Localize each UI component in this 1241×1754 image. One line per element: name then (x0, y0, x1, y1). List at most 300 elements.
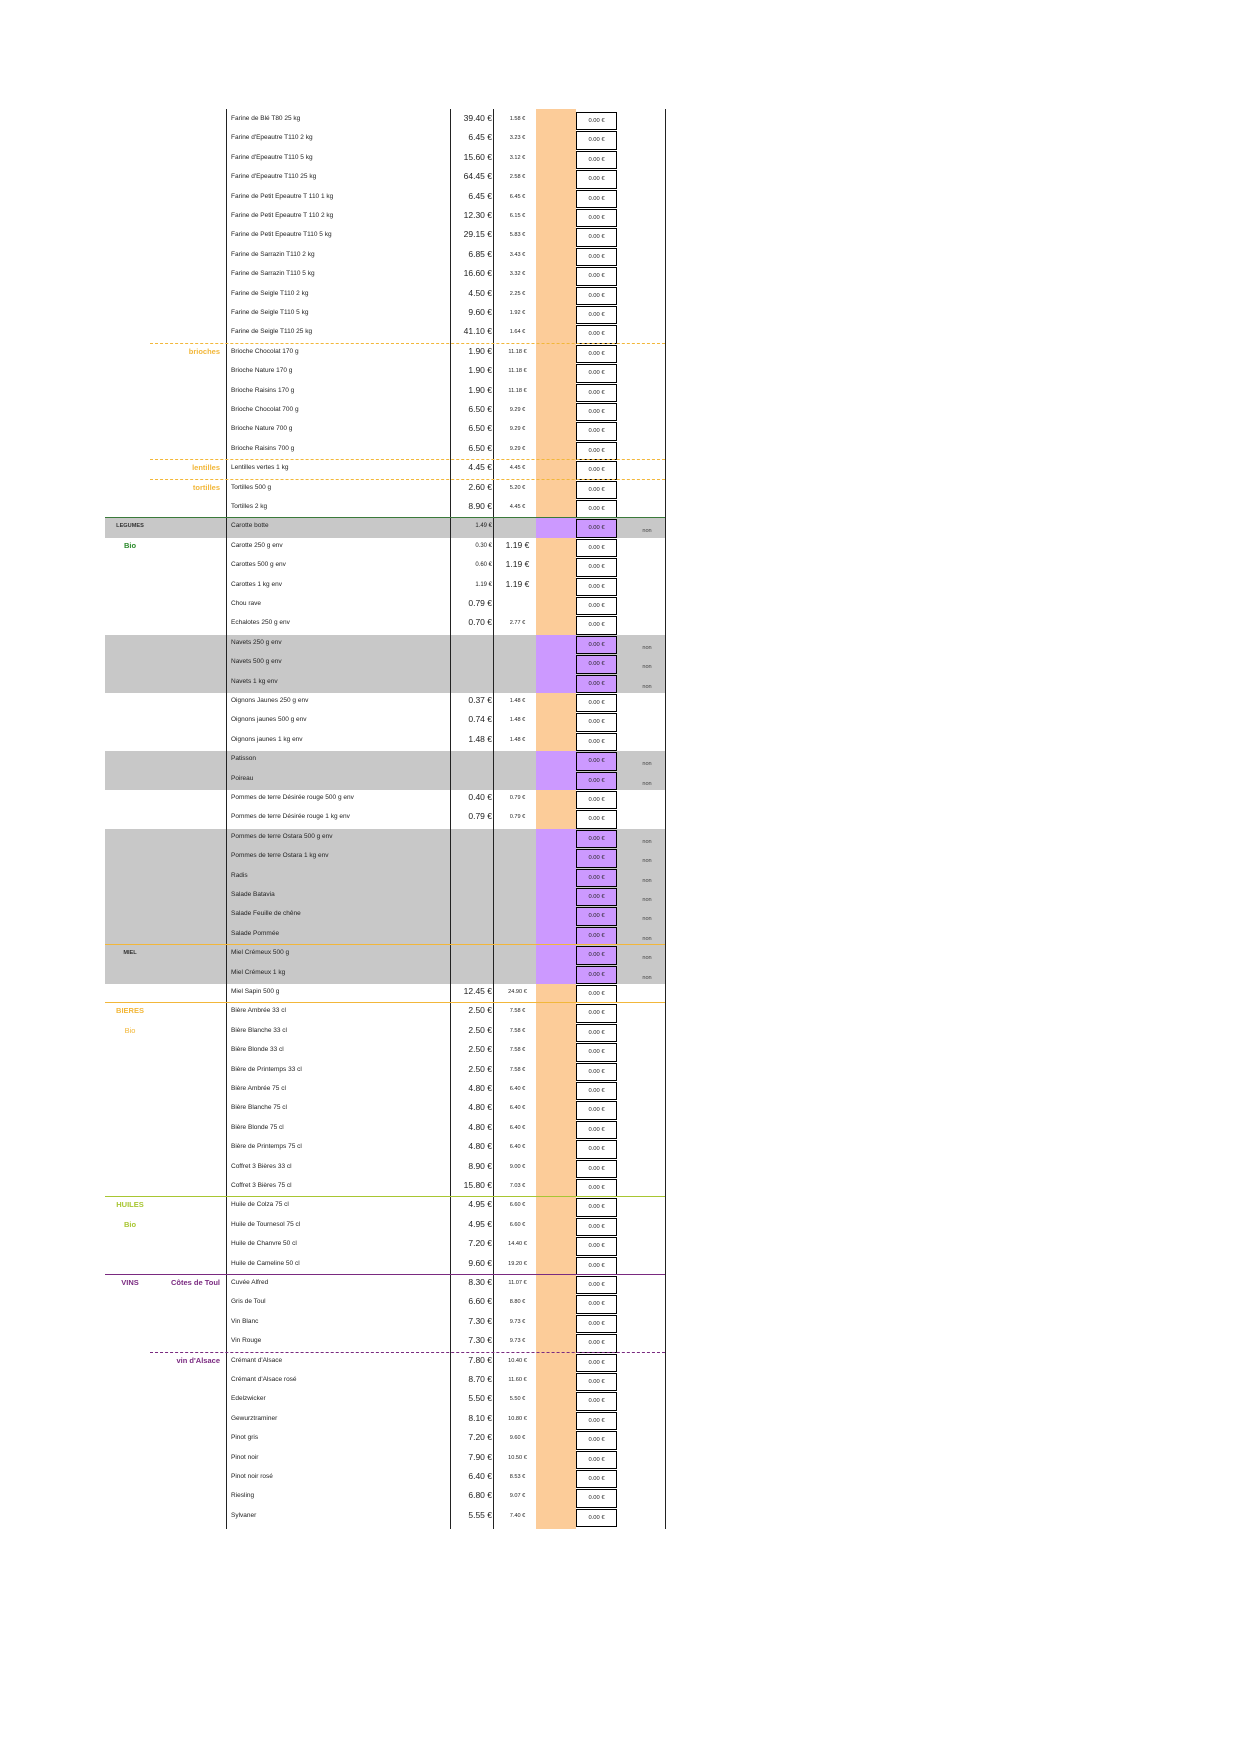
product-name: Pommes de terre Ostara 500 g env (231, 832, 333, 840)
section-separator (105, 1196, 665, 1197)
price-column-left-line (450, 109, 451, 1529)
product-price: 2.50 € (468, 1024, 492, 1035)
unit-price: 1.48 € (509, 736, 526, 743)
product-name: Pommes de terre Ostara 1 kg env (231, 852, 329, 860)
unit-price: 3.43 € (509, 251, 526, 258)
unavailable-highlight (536, 674, 576, 693)
line-total-cell[interactable]: 0.00 € (576, 248, 617, 266)
availability-note: non (642, 780, 652, 787)
product-price: 4.80 € (468, 1102, 492, 1113)
product-price: 6.50 € (468, 442, 492, 453)
line-total-cell[interactable]: 0.00 € (576, 1295, 617, 1313)
line-total-cell[interactable]: 0.00 € (576, 1451, 617, 1469)
unavailable-highlight (536, 518, 576, 537)
product-name: Farine de Sarrazin T110 2 kg (231, 250, 315, 258)
product-price: 1.90 € (468, 384, 492, 395)
product-row (105, 421, 665, 440)
product-name: Brioche Raisins 170 g (231, 386, 295, 394)
line-total-cell[interactable]: 0.00 € (576, 1063, 617, 1081)
product-name: Farine d'Epeautre T110 25 kg (231, 173, 317, 181)
line-total-cell[interactable]: 0.00 € (576, 287, 617, 305)
product-name: Farine de Seigle T110 25 kg (231, 328, 313, 336)
unit-price: 6.40 € (509, 1124, 526, 1131)
product-name: Farine d'Epeautre T110 2 kg (231, 134, 313, 142)
product-name: Sylvaner (231, 1511, 257, 1519)
product-row (105, 984, 665, 1003)
product-name: Carottes 1 kg env (231, 580, 282, 588)
unavailable-highlight (536, 868, 576, 887)
unit-price: 7.58 € (509, 1066, 526, 1073)
unavailable-highlight (536, 829, 576, 848)
unit-price: 9.60 € (509, 1435, 526, 1442)
line-total-cell[interactable]: 0.00 € (576, 1198, 617, 1216)
product-name: Bière Ambrée 33 cl (231, 1007, 286, 1015)
line-total-cell[interactable]: 0.00 € (576, 170, 617, 188)
product-name: Bière Blanche 75 cl (231, 1104, 288, 1112)
line-total-cell[interactable]: 0.00 € (576, 1237, 617, 1255)
line-total-cell[interactable]: 0.00 € (576, 1470, 617, 1488)
availability-note: non (642, 528, 652, 535)
section-separator (105, 944, 665, 945)
product-price: 4.50 € (468, 287, 492, 298)
product-name: Bière de Printemps 75 cl (231, 1143, 302, 1151)
product-price: 8.90 € (468, 501, 492, 511)
product-row (105, 1023, 665, 1042)
line-total-cell[interactable]: 0.00 € (576, 849, 617, 867)
product-price: 0.37 € (468, 695, 492, 705)
product-price: 4.95 € (468, 1218, 492, 1229)
line-total-cell[interactable]: 0.00 € (576, 713, 617, 731)
product-name: Farine d'Epeautre T110 5 kg (231, 153, 313, 161)
line-total-cell[interactable]: 0.00 € (576, 578, 617, 596)
product-row (105, 1178, 665, 1197)
category-label: VINS (121, 1278, 139, 1287)
product-row (105, 1197, 665, 1216)
unit-price: 1.48 € (509, 698, 526, 704)
product-name: Chou rave (231, 600, 261, 607)
unit-price: 2.25 € (509, 290, 526, 297)
line-total-cell[interactable]: 0.00 € (576, 190, 617, 208)
line-total-cell[interactable]: 0.00 € (576, 1315, 617, 1333)
unavailable-highlight (536, 635, 576, 654)
unit-price: 7.58 € (509, 1047, 526, 1054)
product-row (105, 1450, 665, 1469)
product-name: Huile de Tournesol 75 cl (231, 1220, 301, 1228)
product-price: 2.50 € (468, 1044, 492, 1055)
line-total-cell[interactable]: 0.00 € (576, 1043, 617, 1061)
product-price: 9.60 € (468, 1257, 492, 1268)
section-separator (150, 1352, 665, 1353)
unit-price: 2.77 € (509, 620, 526, 627)
availability-note: non (642, 935, 652, 942)
availability-note: non (642, 897, 652, 903)
line-total-cell[interactable]: 0.00 € (576, 636, 617, 654)
unit-price: 5.50 € (509, 1396, 526, 1403)
line-total-cell[interactable]: 0.00 € (576, 209, 617, 227)
product-name: Radis (231, 871, 248, 879)
unit-price: 5.20 € (509, 484, 526, 491)
line-total-cell[interactable]: 0.00 € (576, 1160, 617, 1178)
line-total-cell[interactable]: 0.00 € (576, 267, 617, 285)
product-price: 9.60 € (468, 307, 492, 317)
unit-price: 1.58 € (509, 116, 526, 122)
line-total-cell[interactable]: 0.00 € (576, 1509, 617, 1527)
product-row (105, 887, 665, 906)
availability-note: non (642, 683, 652, 690)
sheet-right-line (665, 109, 666, 1529)
product-name: Oignons Jaunes 250 g env (231, 697, 309, 704)
product-row (105, 538, 665, 557)
product-price: 16.60 € (463, 268, 492, 279)
product-name: Brioche Chocolat 170 g (231, 347, 299, 355)
line-total-cell[interactable]: 0.00 € (576, 1412, 617, 1430)
category-label: Bio (124, 1025, 136, 1035)
product-price: 0.74 € (468, 714, 492, 725)
product-name: Navets 250 g env (231, 638, 282, 646)
product-price: 4.80 € (468, 1121, 492, 1132)
product-row (105, 654, 665, 673)
line-total-cell[interactable]: 0.00 € (576, 1334, 617, 1352)
product-name: Salade Feuille de chêne (231, 910, 301, 918)
line-total-cell[interactable]: 0.00 € (576, 131, 617, 149)
line-total-cell[interactable]: 0.00 € (576, 442, 617, 460)
availability-note: non (642, 644, 652, 651)
product-name: Vin Blanc (231, 1317, 259, 1325)
product-name: Farine de Seigle T110 2 kg (231, 289, 309, 297)
product-price: 12.45 € (463, 986, 492, 996)
product-row (105, 130, 665, 149)
unit-price: 4.45 € (509, 504, 526, 510)
product-name: Farine de Petit Epeautre T 110 2 kg (231, 212, 334, 219)
unit-price: 1.19 € (505, 578, 530, 589)
product-price: 8.30 € (468, 1277, 492, 1287)
product-name: Pinot gris (231, 1434, 259, 1442)
section-separator (150, 459, 665, 460)
product-row (105, 1430, 665, 1449)
unit-price: 9.29 € (509, 426, 526, 433)
product-name: Salade Batavia (231, 891, 275, 898)
line-total-cell[interactable]: 0.00 € (576, 558, 617, 576)
category-label: Bio (123, 540, 137, 550)
unit-price: 7.58 € (509, 1008, 526, 1015)
product-name: Brioche Raisins 700 g (231, 444, 295, 452)
line-total-cell[interactable]: 0.00 € (576, 733, 617, 751)
product-row (105, 1100, 665, 1119)
product-name: Bière de Printemps 33 cl (231, 1065, 302, 1073)
line-total-cell[interactable]: 0.00 € (576, 597, 617, 615)
product-price: 2.50 € (468, 1063, 492, 1074)
product-price: 41.10 € (463, 326, 492, 337)
line-total-cell[interactable]: 0.00 € (576, 403, 617, 421)
product-name: Farine de Seigle T110 5 kg (231, 309, 309, 316)
unit-price: 7.40 € (509, 1512, 526, 1519)
product-row (105, 712, 665, 731)
product-price: 0.79 € (468, 811, 492, 822)
unit-price: 6.45 € (509, 193, 526, 200)
product-price: 6.60 € (468, 1296, 492, 1307)
product-row (105, 324, 665, 343)
product-name: Crémant d'Alsace rosé (231, 1376, 297, 1383)
product-row (105, 286, 665, 305)
product-row (105, 868, 665, 887)
product-name: Pinot noir (231, 1453, 259, 1461)
unit-price: 1.64 € (509, 329, 526, 336)
product-row (105, 247, 665, 266)
product-name: Gris de Toul (231, 1298, 266, 1306)
product-row (105, 557, 665, 576)
line-total-cell[interactable]: 0.00 € (576, 830, 617, 848)
line-total-cell[interactable]: 0.00 € (576, 616, 617, 634)
unit-price: 19.20 € (508, 1260, 527, 1267)
product-row (105, 693, 665, 712)
availability-note: non (642, 664, 652, 671)
product-price: 6.45 € (468, 190, 492, 201)
line-total-cell[interactable]: 0.00 € (576, 364, 617, 382)
unit-price: 10.40 € (508, 1357, 527, 1364)
unit-price: 11.07 € (508, 1280, 527, 1286)
product-row (105, 1217, 665, 1236)
product-name: Bière Blonde 33 cl (231, 1046, 284, 1054)
product-row (105, 1042, 665, 1061)
unit-price: 1.19 € (505, 539, 530, 550)
unit-price: 6.60 € (509, 1202, 526, 1209)
product-row (105, 945, 665, 964)
line-total-cell[interactable]: 0.00 € (576, 500, 617, 518)
product-price: 29.15 € (463, 229, 492, 240)
product-name: Carotte 250 g env (231, 541, 283, 549)
line-total-cell[interactable]: 0.00 € (576, 1024, 617, 1042)
line-total-cell[interactable]: 0.00 € (576, 966, 617, 984)
product-row (105, 1391, 665, 1410)
product-name: Navets 500 g env (231, 658, 282, 666)
product-name: Cuvée Alfred (231, 1279, 269, 1286)
product-row (105, 1333, 665, 1352)
line-total-cell[interactable]: 0.00 € (576, 325, 617, 343)
section-separator (150, 343, 665, 344)
product-row (105, 266, 665, 285)
line-total-cell[interactable]: 0.00 € (576, 1101, 617, 1119)
unavailable-highlight (536, 926, 576, 945)
line-total-cell[interactable]: 0.00 € (576, 1082, 617, 1100)
product-name: Pinot noir rosé (231, 1473, 273, 1480)
section-separator (105, 517, 665, 518)
line-total-cell[interactable]: 0.00 € (576, 907, 617, 925)
product-row (105, 169, 665, 188)
product-price: 1.90 € (468, 365, 492, 376)
product-name: Miel Crémeux 1 kg (231, 968, 286, 976)
line-total-cell[interactable]: 0.00 € (576, 1218, 617, 1236)
product-price: 8.90 € (468, 1160, 492, 1171)
product-row (105, 1508, 665, 1527)
product-row (105, 1120, 665, 1139)
unit-price: 10.50 € (508, 1454, 527, 1461)
product-name: Brioche Chocolat 700 g (231, 406, 299, 413)
line-total-cell[interactable]: 0.00 € (576, 675, 617, 693)
product-name: Bière Blonde 75 cl (231, 1123, 284, 1131)
unit-price: 11.60 € (508, 1377, 527, 1383)
unit-price: 3.32 € (509, 271, 526, 278)
product-row (105, 577, 665, 596)
line-total-cell[interactable]: 0.00 € (576, 772, 617, 790)
product-price: 6.50 € (468, 404, 492, 414)
product-row (105, 518, 665, 537)
line-total-cell[interactable]: 0.00 € (576, 1276, 617, 1294)
product-price: 2.60 € (468, 481, 492, 492)
unit-price: 0.79 € (509, 814, 526, 821)
line-total-cell[interactable]: 0.00 € (576, 151, 617, 169)
unit-price: 11.18 € (508, 348, 527, 355)
product-name: Farine de Petit Epeautre T 110 1 kg (231, 192, 334, 200)
availability-note: non (642, 877, 652, 884)
product-row (105, 1062, 665, 1081)
product-price: 7.80 € (468, 1354, 492, 1365)
line-total-cell[interactable]: 0.00 € (576, 519, 617, 537)
line-total-cell[interactable]: 0.00 € (576, 461, 617, 479)
availability-note: non (642, 955, 652, 962)
product-name: Carotte botte (231, 522, 269, 530)
product-name: Farine de Petit Epeautre T110 5 kg (231, 231, 332, 239)
product-row (105, 499, 665, 518)
line-total-cell[interactable]: 0.00 € (576, 927, 617, 945)
product-row (105, 402, 665, 421)
unit-price: 1.92 € (509, 310, 526, 316)
product-name: Carottes 500 g env (231, 561, 286, 569)
line-total-cell[interactable]: 0.00 € (576, 985, 617, 1003)
product-price: 6.80 € (468, 1490, 492, 1501)
product-name: Lentilles vertes 1 kg (231, 464, 289, 472)
line-total-cell[interactable]: 0.00 € (576, 306, 617, 324)
product-row (105, 615, 665, 634)
unit-price: 3.12 € (509, 154, 526, 161)
unit-price: 4.45 € (509, 465, 526, 472)
line-total-cell[interactable]: 0.00 € (576, 1004, 617, 1022)
product-price: 0.30 € (475, 542, 492, 549)
product-row (105, 732, 665, 751)
line-total-cell[interactable]: 0.00 € (576, 1121, 617, 1139)
line-total-cell[interactable]: 0.00 € (576, 752, 617, 770)
unit-price: 2.58 € (509, 174, 526, 181)
product-row (105, 596, 665, 615)
unit-price: 6.15 € (509, 213, 526, 219)
unit-price: 1.48 € (509, 717, 526, 724)
unit-price: 11.18 € (508, 368, 527, 375)
product-price: 0.60 € (475, 562, 492, 569)
line-total-cell[interactable]: 0.00 € (576, 694, 617, 712)
product-row (105, 1081, 665, 1100)
line-total-cell[interactable]: 0.00 € (576, 481, 617, 499)
product-name: Pommes de terre Désirée rouge 500 g env (231, 794, 354, 801)
product-row (105, 1256, 665, 1275)
product-row (105, 1159, 665, 1178)
line-total-cell[interactable]: 0.00 € (576, 1179, 617, 1197)
product-name: Coffret 3 Bières 33 cl (231, 1162, 292, 1170)
line-total-cell[interactable]: 0.00 € (576, 112, 617, 130)
line-total-cell[interactable]: 0.00 € (576, 539, 617, 557)
product-name: Farine de Blé T80 25 kg (231, 115, 301, 122)
line-total-cell[interactable]: 0.00 € (576, 1489, 617, 1507)
product-price: 1.19 € (475, 581, 492, 588)
category-label: vin d'Alsace (176, 1355, 220, 1365)
product-price: 5.55 € (468, 1509, 492, 1520)
line-total-cell[interactable]: 0.00 € (576, 810, 617, 828)
unit-price: 5.83 € (509, 232, 526, 239)
product-row (105, 829, 665, 848)
section-separator (105, 1274, 665, 1275)
product-price: 12.30 € (463, 210, 492, 220)
unavailable-highlight (536, 751, 576, 770)
line-total-cell[interactable]: 0.00 € (576, 384, 617, 402)
line-total-cell[interactable]: 0.00 € (576, 228, 617, 246)
product-price: 8.70 € (468, 1374, 492, 1384)
product-row (105, 363, 665, 382)
product-name: Bière Ambrée 75 cl (231, 1085, 286, 1092)
unit-price: 10.80 € (508, 1415, 527, 1422)
product-row (105, 1139, 665, 1158)
unavailable-highlight (536, 945, 576, 964)
product-name: Patisson (231, 755, 256, 763)
category-label: LEGUMES (116, 523, 144, 530)
product-name: Edelzwicker (231, 1395, 266, 1403)
line-total-cell[interactable]: 0.00 € (576, 655, 617, 673)
product-name: Oignons jaunes 1 kg env (231, 735, 303, 743)
line-total-cell[interactable]: 0.00 € (576, 1354, 617, 1372)
product-price: 4.80 € (468, 1083, 492, 1093)
unit-price: 6.60 € (509, 1221, 526, 1228)
line-total-cell[interactable]: 0.00 € (576, 1140, 617, 1158)
product-row (105, 906, 665, 925)
product-name: Coffret 3 Bières 75 cl (231, 1182, 292, 1189)
product-row (105, 227, 665, 246)
unavailable-highlight (536, 771, 576, 790)
unit-price: 14.40 € (508, 1241, 527, 1248)
line-total-cell[interactable]: 0.00 € (576, 345, 617, 363)
availability-note: non (642, 916, 652, 923)
product-row (105, 751, 665, 770)
unavailable-highlight (536, 965, 576, 984)
product-row (105, 809, 665, 828)
line-total-cell[interactable]: 0.00 € (576, 1257, 617, 1275)
product-row (105, 208, 665, 227)
product-name: Huile de Chanvre 50 cl (231, 1240, 297, 1248)
product-row (105, 848, 665, 867)
product-price: 6.40 € (468, 1471, 492, 1481)
product-price: 1.90 € (468, 345, 492, 356)
product-price: 1.48 € (468, 733, 492, 744)
unit-price: 9.07 € (509, 1493, 526, 1500)
product-row (105, 1294, 665, 1313)
availability-note: non (642, 838, 652, 845)
product-name: Tortilles 500 g (231, 483, 272, 491)
line-total-cell[interactable]: 0.00 € (576, 888, 617, 906)
line-total-cell[interactable]: 0.00 € (576, 1373, 617, 1391)
line-total-cell[interactable]: 0.00 € (576, 869, 617, 887)
product-row (105, 383, 665, 402)
line-total-cell[interactable]: 0.00 € (576, 946, 617, 964)
product-row (105, 441, 665, 460)
availability-note: non (642, 761, 652, 768)
product-name: Oignons jaunes 500 g env (231, 716, 307, 724)
line-total-cell[interactable]: 0.00 € (576, 1431, 617, 1449)
category-label: MIEL (123, 950, 137, 957)
unit-price: 6.40 € (509, 1144, 526, 1151)
line-total-cell[interactable]: 0.00 € (576, 1392, 617, 1410)
unit-price: 11.18 € (508, 387, 527, 394)
line-total-cell[interactable]: 0.00 € (576, 422, 617, 440)
product-row (105, 1411, 665, 1430)
line-total-cell[interactable]: 0.00 € (576, 791, 617, 809)
unit-price: 8.53 € (509, 1474, 526, 1480)
section-separator (105, 1002, 665, 1003)
